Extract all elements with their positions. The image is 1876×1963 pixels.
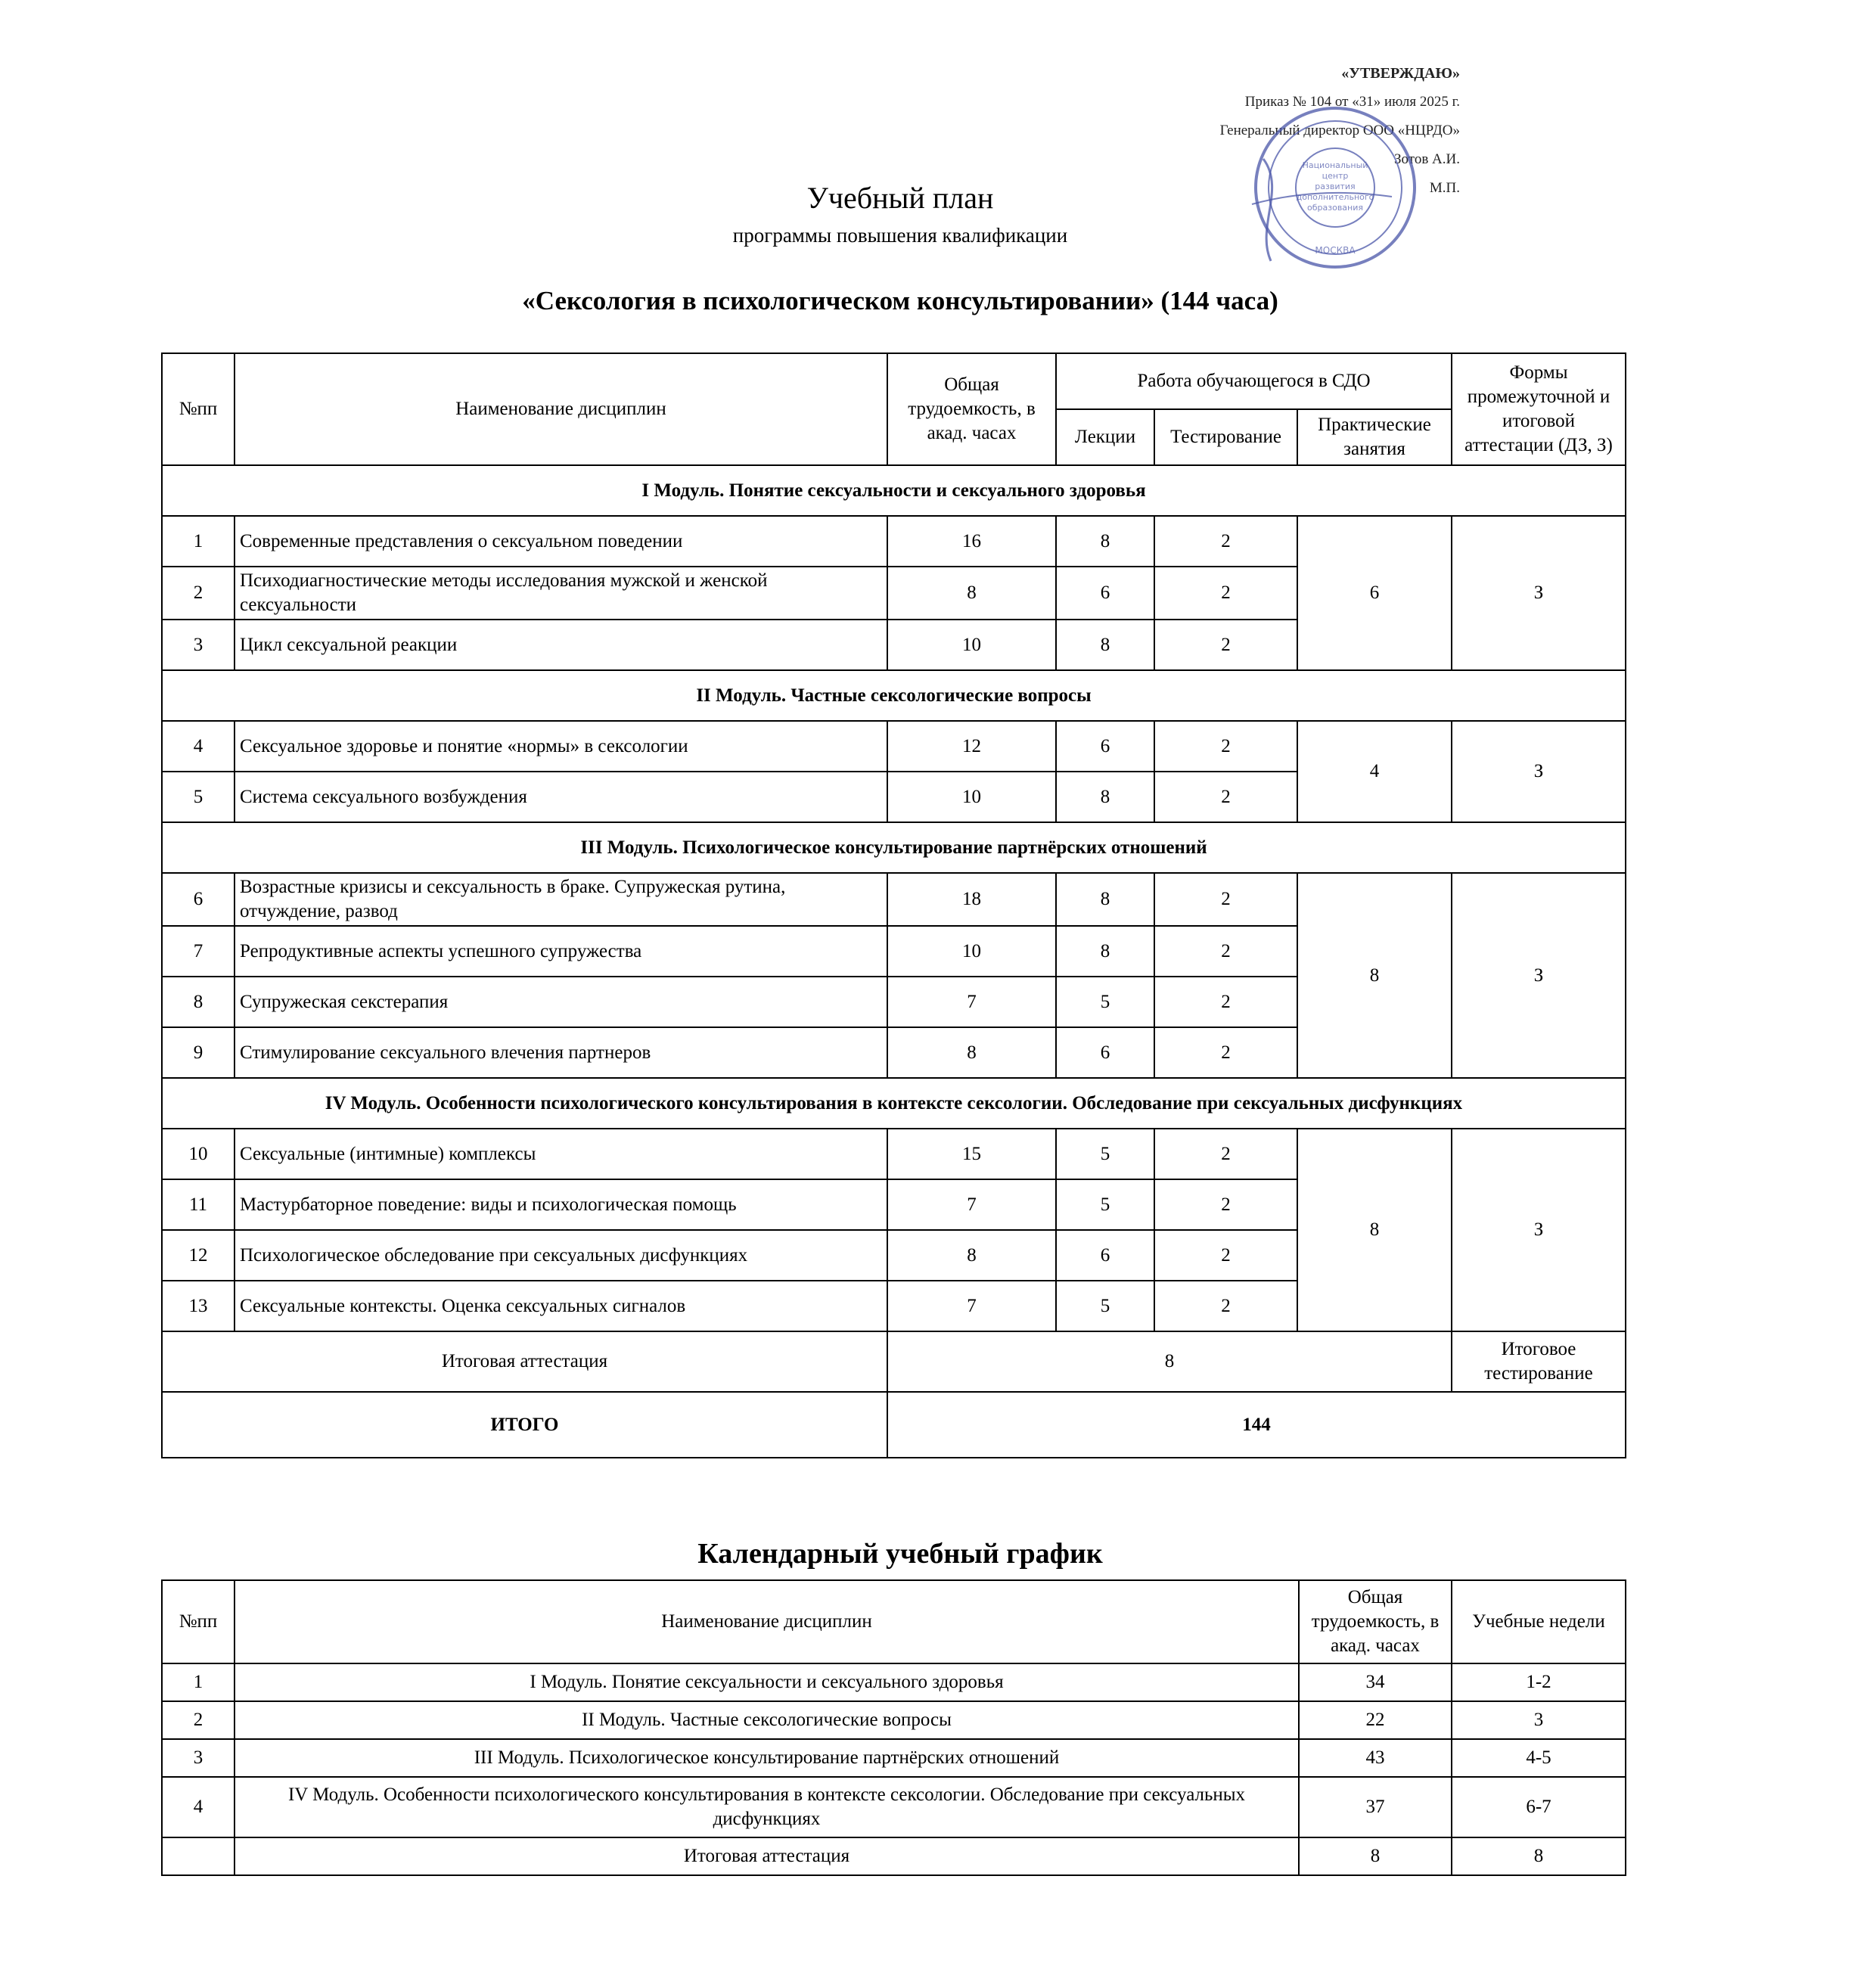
row-num: 13 — [162, 1281, 234, 1331]
testing-hours: 2 — [1154, 926, 1297, 977]
calendar-weeks: 4-5 — [1452, 1739, 1626, 1777]
testing-hours: 2 — [1154, 977, 1297, 1027]
row-num: 5 — [162, 772, 234, 822]
calendar-name: II Модуль. Частные сексологические вопросы — [234, 1701, 1299, 1739]
svg-text:развития: развития — [1315, 182, 1356, 191]
lecture-hours: 8 — [1056, 516, 1154, 567]
total-hours: 7 — [887, 977, 1056, 1027]
total-row — [162, 1392, 1626, 1458]
total-hours: 15 — [887, 1129, 1056, 1179]
testing-hours: 2 — [1154, 1179, 1297, 1230]
testing-hours: 2 — [1154, 1281, 1297, 1331]
lecture-hours: 6 — [1056, 1230, 1154, 1281]
module-title: II Модуль. Частные сексологические вопросы — [162, 670, 1626, 721]
table-row — [162, 516, 1626, 567]
approval-order: Приказ № 104 от «31» июля 2025 г. — [1244, 94, 1460, 110]
module-header-row — [162, 670, 1626, 721]
calendar-schedule-table — [161, 1579, 1626, 1876]
practice-hours: 4 — [1297, 721, 1452, 822]
row-num: 3 — [162, 620, 234, 670]
row-num: 8 — [162, 977, 234, 1027]
total-label: ИТОГО — [162, 1392, 887, 1458]
calendar-title: Календарный учебный график — [697, 1538, 1103, 1570]
discipline-name: Супружеская секстерапия — [234, 977, 887, 1027]
discipline-name: Мастурбаторное поведение: виды и психологическая помощь — [234, 1179, 887, 1230]
attestation-form: З — [1452, 1129, 1626, 1331]
attestation-form: З — [1452, 516, 1626, 670]
discipline-name: Психодиагностические методы исследования мужской и женской сексуальности — [234, 567, 887, 620]
approval-seal-mark: М.П. — [1429, 180, 1460, 196]
module-header-row — [162, 1078, 1626, 1129]
document-title: Учебный план — [806, 181, 994, 215]
practice-hours: 8 — [1297, 873, 1452, 1078]
header-discipline-name: Наименование дисциплин — [234, 353, 887, 465]
module-title: IV Модуль. Особенности психологического консультирования в контексте сексологии. Обследование при сексуальных дисфункциях — [162, 1078, 1626, 1129]
total-hours: 10 — [887, 772, 1056, 822]
header-total-hours: Общая трудоемкость, в акад. часах — [887, 353, 1056, 465]
testing-hours: 2 — [1154, 516, 1297, 567]
table-row — [162, 721, 1626, 772]
calendar-row — [162, 1777, 1626, 1837]
testing-hours: 2 — [1154, 1027, 1297, 1078]
calendar-weeks: 8 — [1452, 1837, 1626, 1875]
calendar-name: I Модуль. Понятие сексуальности и сексуального здоровья — [234, 1663, 1299, 1701]
discipline-name: Психологическое обследование при сексуальных дисфункциях — [234, 1230, 887, 1281]
approval-heading: «УТВЕРЖДАЮ» — [1341, 65, 1460, 82]
row-num: 1 — [162, 516, 234, 567]
calendar-total: 8 — [1299, 1837, 1452, 1875]
final-attestation-label: Итоговая аттестация — [162, 1331, 887, 1392]
svg-text:образования: образования — [1307, 203, 1363, 213]
row-num: 2 — [162, 567, 234, 620]
total-hours: 8 — [887, 567, 1056, 620]
header-num: №пп — [162, 353, 234, 465]
row-num: 4 — [162, 721, 234, 772]
discipline-name: Сексуальные контексты. Оценка сексуальных сигналов — [234, 1281, 887, 1331]
calendar-row — [162, 1701, 1626, 1739]
calendar-row — [162, 1837, 1626, 1875]
lecture-hours: 8 — [1056, 926, 1154, 977]
module-title: I Модуль. Понятие сексуальности и сексуального здоровья — [162, 465, 1626, 516]
calendar-header-weeks: Учебные недели — [1452, 1580, 1626, 1663]
testing-hours: 2 — [1154, 1230, 1297, 1281]
calendar-num: 4 — [162, 1777, 234, 1837]
calendar-total: 43 — [1299, 1739, 1452, 1777]
row-num: 12 — [162, 1230, 234, 1281]
total-hours: 7 — [887, 1179, 1056, 1230]
lecture-hours: 6 — [1056, 1027, 1154, 1078]
svg-text:дополнительного: дополнительного — [1296, 192, 1374, 202]
calendar-total: 34 — [1299, 1663, 1452, 1701]
lecture-hours: 6 — [1056, 721, 1154, 772]
calendar-total: 22 — [1299, 1701, 1452, 1739]
discipline-name: Система сексуального возбуждения — [234, 772, 887, 822]
testing-hours: 2 — [1154, 772, 1297, 822]
header-practice: Практические занятия — [1297, 409, 1452, 465]
table-row — [162, 1129, 1626, 1179]
discipline-name: Стимулирование сексуального влечения партнеров — [234, 1027, 887, 1078]
row-num: 11 — [162, 1179, 234, 1230]
approval-position: Генеральный директор ООО «НЦРДО» — [1219, 123, 1460, 138]
testing-hours: 2 — [1154, 721, 1297, 772]
calendar-num: 3 — [162, 1739, 234, 1777]
discipline-name: Репродуктивные аспекты успешного супружества — [234, 926, 887, 977]
curriculum-table — [161, 353, 1626, 1458]
svg-text:центр: центр — [1322, 171, 1349, 181]
calendar-total: 37 — [1299, 1777, 1452, 1837]
testing-hours: 2 — [1154, 1129, 1297, 1179]
lecture-hours: 5 — [1056, 1281, 1154, 1331]
attestation-form: З — [1452, 873, 1626, 1078]
header-attestation-forms: Формы промежуточной и итоговой аттестации (ДЗ, З) — [1452, 353, 1626, 465]
total-hours: 8 — [887, 1230, 1056, 1281]
lecture-hours: 8 — [1056, 873, 1154, 926]
calendar-header-total: Общая трудоемкость, в акад. часах — [1299, 1580, 1452, 1663]
attestation-form: З — [1452, 721, 1626, 822]
total-hours-value: 144 — [887, 1392, 1626, 1458]
total-hours: 10 — [887, 620, 1056, 670]
lecture-hours: 8 — [1056, 772, 1154, 822]
header-lms-work: Работа обучающегося в СДО — [1056, 353, 1452, 409]
total-hours: 12 — [887, 721, 1056, 772]
module-header-row — [162, 465, 1626, 516]
program-title: «Сексология в психологическом консультировании» (144 часа) — [522, 286, 1278, 315]
calendar-name: III Модуль. Психологическое консультирование партнёрских отношений — [234, 1739, 1299, 1777]
total-hours: 10 — [887, 926, 1056, 977]
calendar-num: 2 — [162, 1701, 234, 1739]
lecture-hours: 5 — [1056, 977, 1154, 1027]
row-num: 9 — [162, 1027, 234, 1078]
final-attestation-hours: 8 — [887, 1331, 1452, 1392]
lecture-hours: 5 — [1056, 1129, 1154, 1179]
discipline-name: Цикл сексуальной реакции — [234, 620, 887, 670]
final-attestation-row — [162, 1331, 1626, 1392]
total-hours: 16 — [887, 516, 1056, 567]
total-hours: 8 — [887, 1027, 1056, 1078]
discipline-name: Современные представления о сексуальном поведении — [234, 516, 887, 567]
header-testing: Тестирование — [1154, 409, 1297, 465]
discipline-name: Сексуальные (интимные) комплексы — [234, 1129, 887, 1179]
calendar-row — [162, 1663, 1626, 1701]
calendar-weeks: 1-2 — [1452, 1663, 1626, 1701]
calendar-weeks: 3 — [1452, 1701, 1626, 1739]
lecture-hours: 8 — [1056, 620, 1154, 670]
calendar-weeks: 6-7 — [1452, 1777, 1626, 1837]
table-row — [162, 873, 1626, 926]
total-hours: 18 — [887, 873, 1056, 926]
calendar-header-num: №пп — [162, 1580, 234, 1663]
module-title: III Модуль. Психологическое консультирование партнёрских отношений — [162, 822, 1626, 873]
row-num: 6 — [162, 873, 234, 926]
discipline-name: Возрастные кризисы и сексуальность в браке. Супружеская рутина, отчуждение, развод — [234, 873, 887, 926]
calendar-row — [162, 1739, 1626, 1777]
lecture-hours: 6 — [1056, 567, 1154, 620]
svg-text:Национальный: Национальный — [1302, 160, 1368, 170]
final-attestation-form: Итоговое тестирование — [1452, 1331, 1626, 1392]
module-header-row — [162, 822, 1626, 873]
calendar-name: IV Модуль. Особенности психологического консультирования в контексте сексологии. Обследование при сексуальных дисфункциях — [234, 1777, 1299, 1837]
discipline-name: Сексуальное здоровье и понятие «нормы» в сексологии — [234, 721, 887, 772]
row-num: 10 — [162, 1129, 234, 1179]
testing-hours: 2 — [1154, 620, 1297, 670]
practice-hours: 6 — [1297, 516, 1452, 670]
header-lectures: Лекции — [1056, 409, 1154, 465]
approval-name: Зотов А.И. — [1394, 151, 1460, 167]
calendar-num: 1 — [162, 1663, 234, 1701]
calendar-name: Итоговая аттестация — [234, 1837, 1299, 1875]
practice-hours: 8 — [1297, 1129, 1452, 1331]
total-hours: 7 — [887, 1281, 1056, 1331]
document-subtitle: программы повышения квалификации — [732, 224, 1068, 247]
calendar-header-name: Наименование дисциплин — [234, 1580, 1299, 1663]
svg-text:МОСКВА: МОСКВА — [1315, 245, 1356, 256]
calendar-num — [162, 1837, 234, 1875]
testing-hours: 2 — [1154, 567, 1297, 620]
lecture-hours: 5 — [1056, 1179, 1154, 1230]
row-num: 7 — [162, 926, 234, 977]
testing-hours: 2 — [1154, 873, 1297, 926]
